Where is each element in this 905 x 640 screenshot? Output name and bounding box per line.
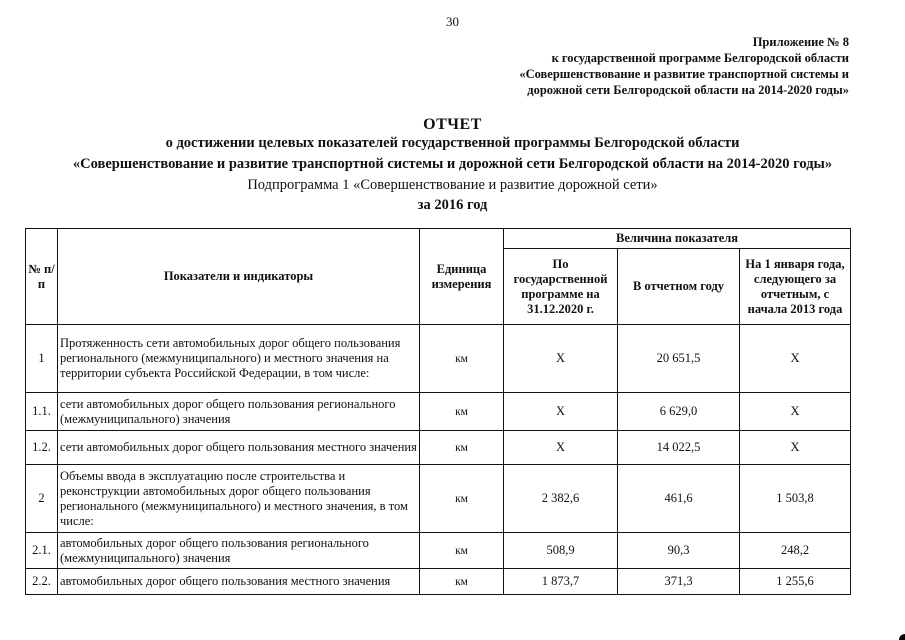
row-report: 20 651,5 (618, 325, 740, 393)
row-name: Протяженность сети автомобильных дорог общего пользования регионального (межмуниципального) и местного значения на территории субъекта Российской Федерации, в том числе: (58, 325, 420, 393)
page-number: 30 (446, 14, 459, 29)
row-name: автомобильных дорог общего пользования местного значения (58, 569, 420, 595)
row-num: 1.2. (26, 431, 58, 465)
row-since: Х (740, 325, 851, 393)
report-title: ОТЧЕТ (423, 116, 482, 133)
report-subprogram: Подпрограмма 1 «Совершенствование и развитие дорожной сети» (247, 177, 658, 193)
header-since-2013: На 1 января года, следующего за отчетным, с начала 2013 года (740, 249, 851, 325)
row-plan: Х (504, 431, 618, 465)
table-row (26, 325, 851, 393)
appendix-line: «Совершенствование и развитие транспортной системы и (519, 67, 849, 81)
report-subtitle: о достижении целевых показателей государственной программы Белгородской области (165, 135, 740, 151)
header-report-year: В отчетном году (618, 249, 740, 325)
table-row (26, 465, 851, 533)
scan-corner-mark (899, 634, 905, 640)
row-since: 1 255,6 (740, 569, 851, 595)
row-since: 248,2 (740, 533, 851, 569)
header-name: Показатели и индикаторы (58, 229, 420, 325)
table-row (26, 533, 851, 569)
report-year: за 2016 год (417, 197, 488, 213)
row-unit: км (420, 431, 504, 465)
table-row (26, 569, 851, 595)
table-row (26, 393, 851, 431)
row-unit: км (420, 393, 504, 431)
row-report: 6 629,0 (618, 393, 740, 431)
appendix-line: Приложение № 8 (752, 35, 849, 49)
row-plan: 2 382,6 (504, 465, 618, 533)
row-unit: км (420, 533, 504, 569)
row-name: автомобильных дорог общего пользования регионального (межмуниципального) значения (58, 533, 420, 569)
row-plan: 508,9 (504, 533, 618, 569)
report-program-name: «Совершенствование и развитие транспортной системы и дорожной сети Белгородской области на 2014-2020 годы» (72, 156, 833, 172)
row-unit: км (420, 325, 504, 393)
row-report: 90,3 (618, 533, 740, 569)
row-unit: км (420, 465, 504, 533)
appendix-block (449, 34, 849, 98)
header-value-group: Величина показателя (504, 229, 851, 249)
header-unit: Единица измерения (420, 229, 504, 325)
row-plan: Х (504, 325, 618, 393)
row-num: 2.1. (26, 533, 58, 569)
row-since: Х (740, 431, 851, 465)
header-num: № п/п (26, 229, 58, 325)
row-plan: 1 873,7 (504, 569, 618, 595)
appendix-line: дорожной сети Белгородской области на 2014-2020 годы» (527, 83, 849, 97)
row-report: 14 022,5 (618, 431, 740, 465)
row-plan: Х (504, 393, 618, 431)
row-since: Х (740, 393, 851, 431)
row-name: сети автомобильных дорог общего пользования регионального (межмуниципального) значения (58, 393, 420, 431)
header-plan: По государственной программе на 31.12.2020 г. (504, 249, 618, 325)
row-unit: км (420, 569, 504, 595)
row-name: сети автомобильных дорог общего пользования местного значения (58, 431, 420, 465)
indicators-table (25, 228, 851, 595)
row-report: 371,3 (618, 569, 740, 595)
row-num: 1 (26, 325, 58, 393)
row-num: 2.2. (26, 569, 58, 595)
table-row (26, 431, 851, 465)
row-report: 461,6 (618, 465, 740, 533)
appendix-line: к государственной программе Белгородской области (551, 51, 849, 65)
row-since: 1 503,8 (740, 465, 851, 533)
row-num: 2 (26, 465, 58, 533)
row-name: Объемы ввода в эксплуатацию после строительства и реконструкции автомобильных дорог общего пользования регионального (межмуниципального) и местного значения, в том числе: (58, 465, 420, 533)
row-num: 1.1. (26, 393, 58, 431)
